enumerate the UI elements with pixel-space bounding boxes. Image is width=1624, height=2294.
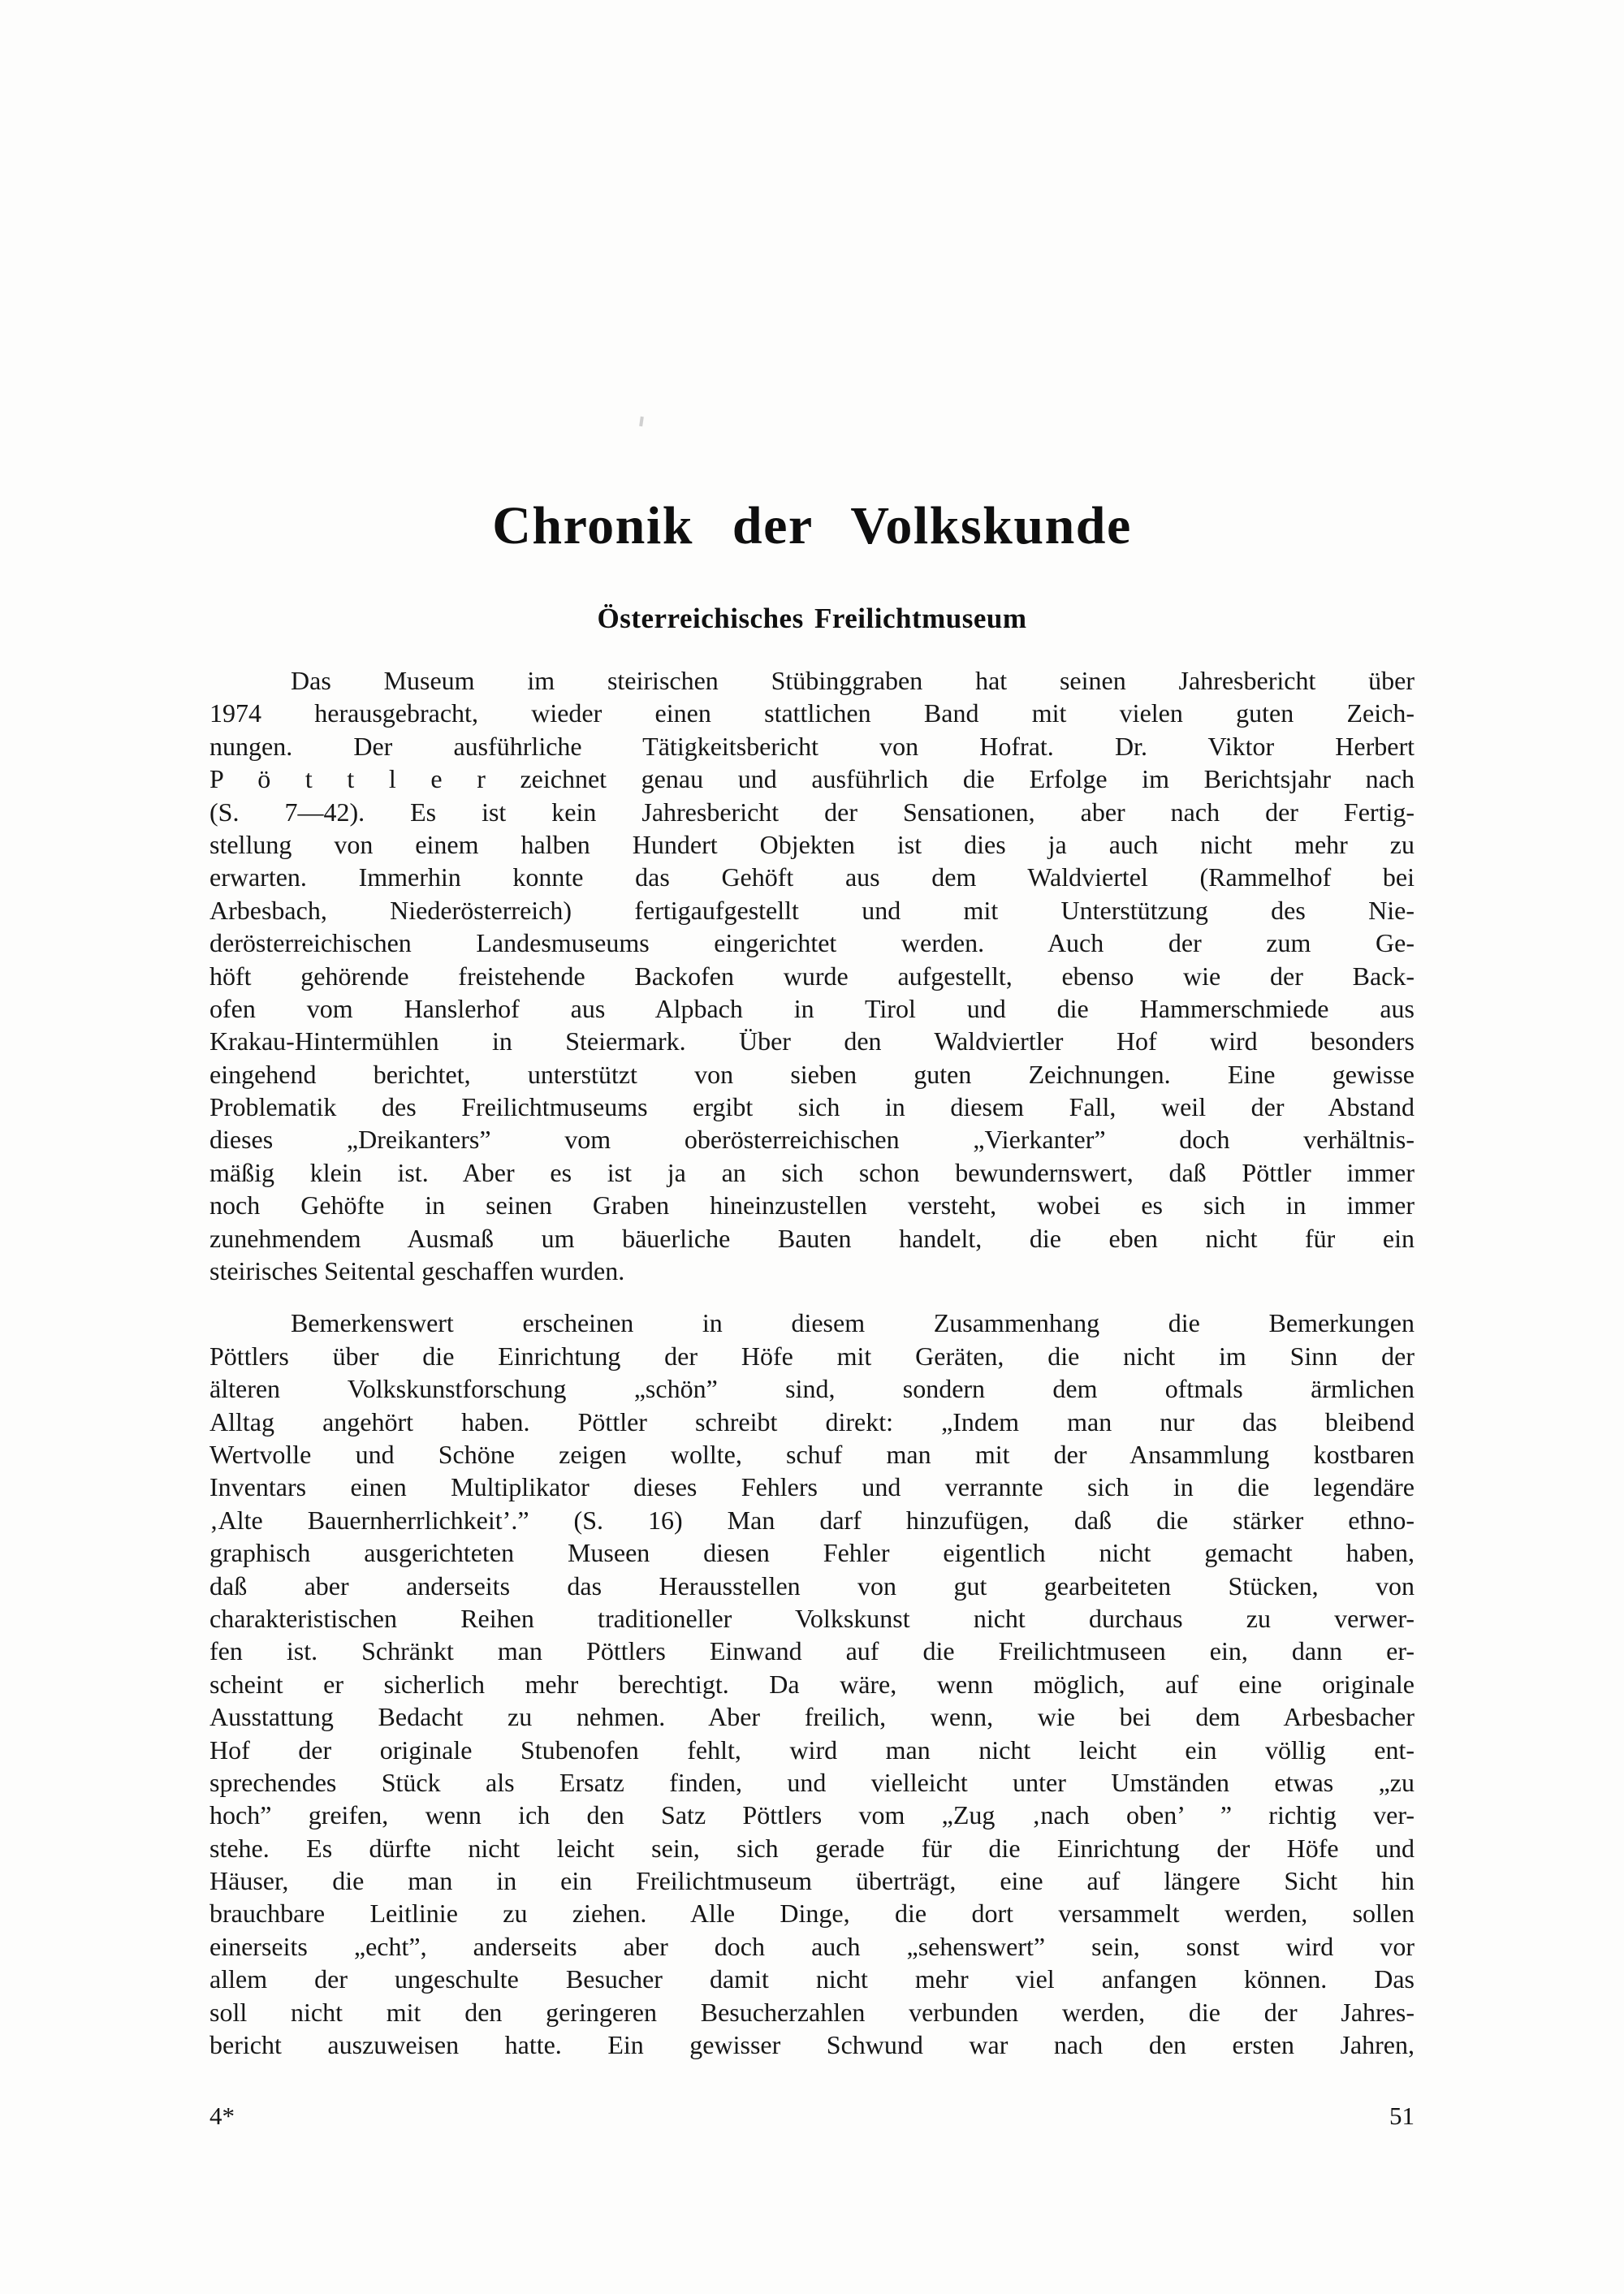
text-line: allem der ungeschulte Besucher damit nicht mehr viel anfangen können. Das <box>209 1964 1415 1994</box>
scan-speck <box>639 417 644 426</box>
text-line: einerseits „echt”, anderseits aber doch auch „sehenswert” sein, sonst wird vor <box>209 1931 1415 1961</box>
text-line: eingehend berichtet, unterstützt von sieben guten Zeichnungen. Eine gewisse <box>209 1059 1415 1089</box>
paragraph <box>209 1307 1415 2061</box>
text-line: Inventars einen Multiplikator dieses Fehlers und verrannte sich in die legendäre <box>209 1472 1415 1502</box>
text-line: (S. 7—42). Es ist kein Jahresbericht der Sensationen, aber nach der Fertig- <box>209 797 1415 827</box>
text-line: zunehmendem Ausmaß um bäuerliche Bauten handelt, die eben nicht für ein <box>209 1223 1415 1253</box>
text-line: Pöttlers über die Einrichtung der Höfe mit Geräten, die nicht im Sinn der <box>209 1341 1415 1371</box>
text-line: scheint er sicherlich mehr berechtigt. Da wäre, wenn möglich, auf eine originale <box>209 1669 1415 1699</box>
text-line: P ö t t l e r zeichnet genau und ausführlich die Erfolge im Berichtsjahr nach <box>209 764 1415 794</box>
text-line: ofen vom Hanslerhof aus Alpbach in Tirol und die Hammerschmiede aus <box>209 993 1415 1023</box>
text-line: daß aber anderseits das Herausstellen von gut gearbeiteten Stücken, von <box>209 1570 1415 1601</box>
text-line: Bemerkenswert erscheinen in diesem Zusammenhang die Bemerkungen <box>291 1308 1415 1338</box>
text-line: Ausstattung Bedacht zu nehmen. Aber freilich, wenn, wie bei dem Arbesbacher <box>209 1702 1415 1732</box>
text-line: dieses „Dreikanters” vom oberösterreichischen „Vierkanter” doch verhältnis- <box>209 1125 1415 1155</box>
text-line: brauchbare Leitlinie zu ziehen. Alle Dinge, die dort versammelt werden, sollen <box>209 1899 1415 1929</box>
signature-mark: 4* <box>209 2102 235 2130</box>
text-line: ‚Alte Bauernherrlichkeit’.” (S. 16) Man darf hinzufügen, daß die stärker ethno- <box>209 1505 1415 1535</box>
page-footer <box>209 2102 1415 2131</box>
text-line: stellung von einem halben Hundert Objekten ist dies ja auch nicht mehr zu <box>209 829 1415 859</box>
text-line: Hof der originale Stubenofen fehlt, wird man nicht leicht ein völlig ent- <box>209 1735 1415 1765</box>
text-line: höft gehörende freistehende Backofen wurde aufgestellt, ebenso wie der Back- <box>209 961 1415 991</box>
text-line: charakteristischen Reihen traditioneller Volkskunst nicht durchaus zu verwer- <box>209 1603 1415 1633</box>
text-line: stehe. Es dürfte nicht leicht sein, sich gerade für die Einrichtung der Höfe und <box>209 1833 1415 1863</box>
text-line: Wertvolle und Schöne zeigen wollte, schuf man mit der Ansammlung kostbaren <box>209 1439 1415 1469</box>
page-title: Chronik der Volkskunde <box>492 496 1132 555</box>
body-text <box>209 664 1415 2061</box>
text-line: Häuser, die man in ein Freilichtmuseum überträgt, eine auf längere Sicht hin <box>209 1866 1415 1896</box>
text-line: älteren Volkskunstforschung „schön” sind, sondern dem oftmals ärmlichen <box>209 1374 1415 1404</box>
text-line: Problematik des Freilichtmuseums ergibt sich in diesem Fall, weil der Abstand <box>209 1092 1415 1122</box>
text-line: Das Museum im steirischen Stübinggraben hat seinen Jahresbericht über <box>291 666 1415 695</box>
text-line: sprechendes Stück als Ersatz finden, und vielleicht unter Umständen etwas „zu <box>209 1767 1415 1797</box>
text-line: bericht auszuweisen hatte. Ein gewisser Schwund war nach den ersten Jahren, <box>209 2030 1415 2060</box>
text-line: hoch” greifen, wenn ich den Satz Pöttlers vom „Zug ‚nach oben’ ” richtig ver- <box>209 1800 1415 1830</box>
section-heading: Österreichisches Freilichtmuseum <box>597 603 1027 634</box>
text-line: fen ist. Schränkt man Pöttlers Einwand auf die Freilichtmuseen ein, dann er- <box>209 1636 1415 1666</box>
text-line: mäßig klein ist. Aber es ist ja an sich schon bewundernswert, daß Pöttler immer <box>209 1157 1415 1187</box>
page-number: 51 <box>1389 2102 1415 2130</box>
text-line: steirisches Seitental geschaffen wurden. <box>209 1256 625 1286</box>
text-line: derösterreichischen Landesmuseums eingerichtet werden. Auch der zum Ge- <box>209 928 1415 958</box>
text-line: Arbesbach, Niederösterreich) fertigaufgestellt und mit Unterstützung des Nie- <box>209 895 1415 925</box>
text-line: Alltag angehört haben. Pöttler schreibt direkt: „Indem man nur das bleibend <box>209 1406 1415 1436</box>
paragraph <box>209 664 1415 1287</box>
text-line: Krakau-Hintermühlen in Steiermark. Über den Waldviertler Hof wird besonders <box>209 1026 1415 1056</box>
text-line: 1974 herausgebracht, wieder einen stattlichen Band mit vielen guten Zeich- <box>209 698 1415 728</box>
text-line: graphisch ausgerichteten Museen diesen Fehler eigentlich nicht gemacht haben, <box>209 1538 1415 1568</box>
text-line: soll nicht mit den geringeren Besucherzahlen verbunden werden, die der Jahres- <box>209 1997 1415 2027</box>
text-line: noch Gehöfte in seinen Graben hineinzustellen versteht, wobei es sich in immer <box>209 1190 1415 1220</box>
text-line: erwarten. Immerhin konnte das Gehöft aus dem Waldviertel (Rammelhof bei <box>209 862 1415 892</box>
text-line: nungen. Der ausführliche Tätigkeitsbericht von Hofrat. Dr. Viktor Herbert <box>209 731 1415 761</box>
